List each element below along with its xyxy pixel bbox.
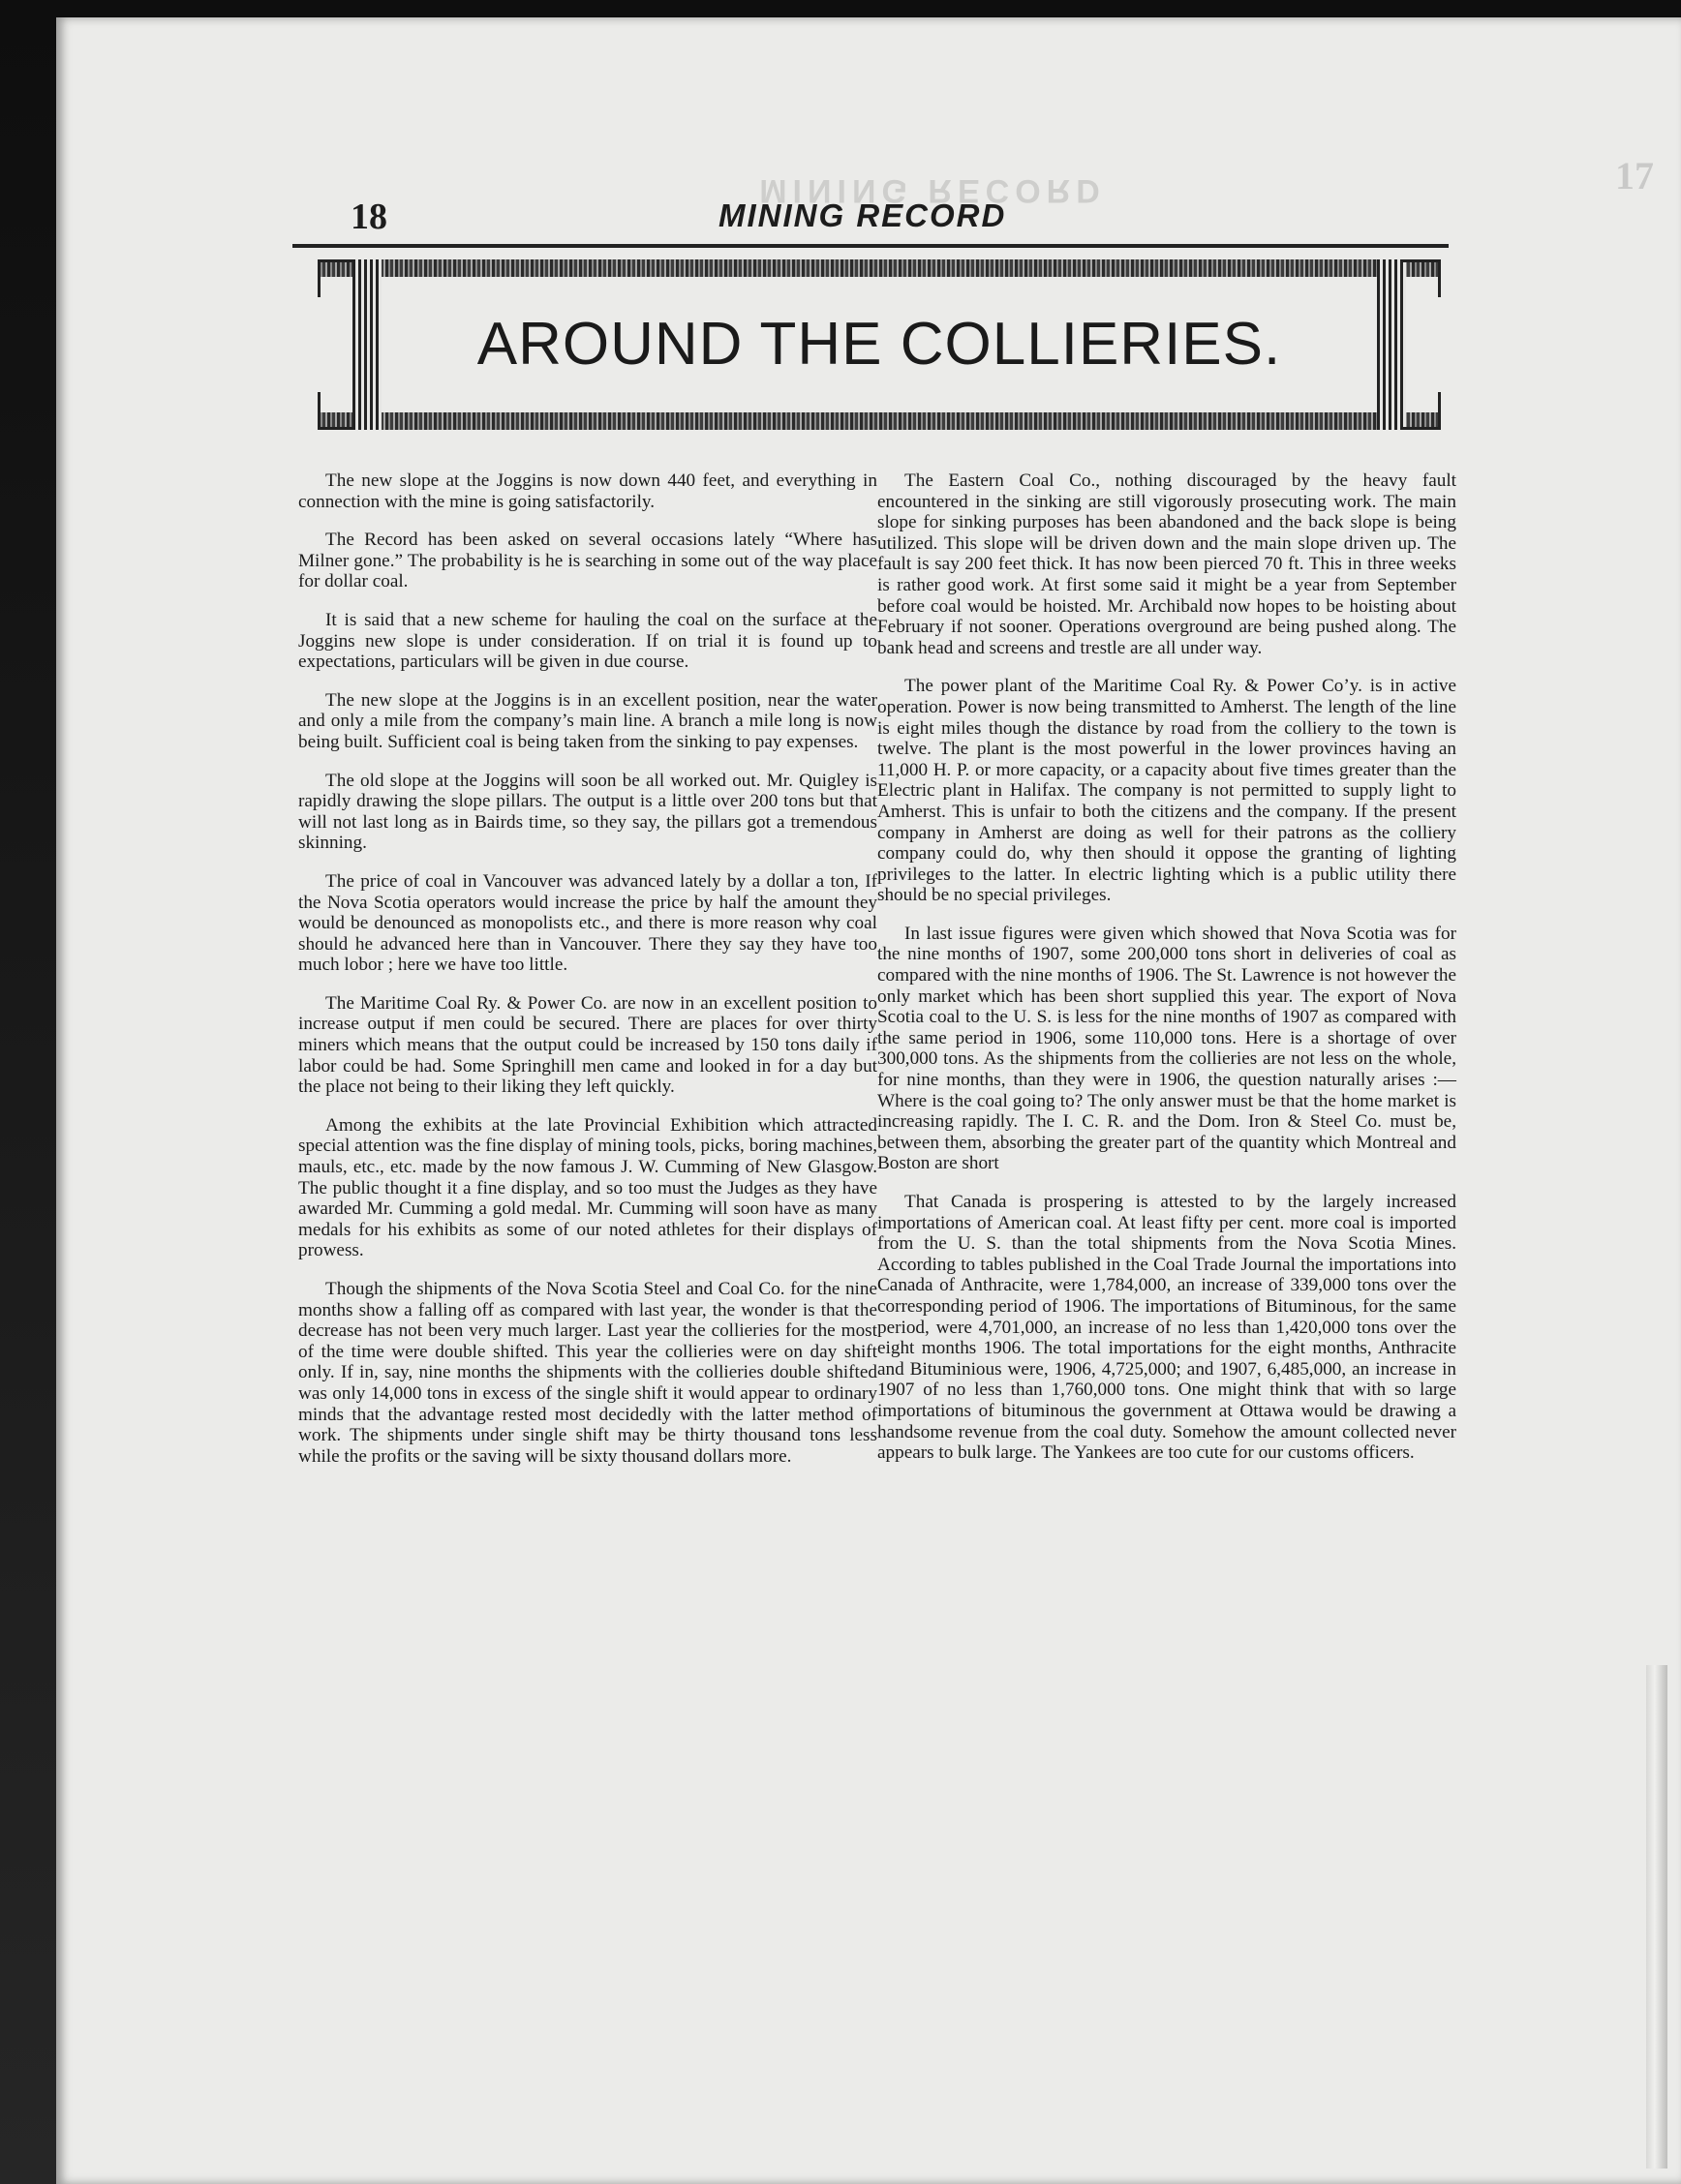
paragraph: The Eastern Coal Co., nothing discouraged by the heavy fault encountered in the sinking are still vigorously prosecuting work. The main slope for sinking purposes has been abandoned and the back slope is being utilized. This slope will be driven down and the main slope driven up. The fault is say 200 feet thick. It has now been pierced 70 ft. This in three weeks is rather good work. At first some said it might be a year from September before coal would be hoisted. Mr. Archibald now hopes to be hoisting about February if not sooner. Operations overground are being pushed along. The bank head and screens and trestle are all under way. — [877, 470, 1456, 658]
running-head — [292, 192, 1449, 244]
paragraph: Among the exhibits at the late Provincial Exhibition which attracted special attention was the fine display of mining tools, picks, boring machines, mauls, etc., etc. made by the now famous J. W. Cumming of New Glasgow. The public thought it a fine display, and so too must the Judges as they have awarded Mr. Cumming a gold medal. Mr. Cumming will soon have as many medals for his exhibits as some of our noted athletes for their displays of prowess. — [298, 1114, 877, 1261]
title-banner — [318, 259, 1441, 430]
paragraph: The old slope at the Joggins will soon be all worked out. Mr. Quigley is rapidly drawing the slope pillars. The output is a little over 200 tons but that will not last long as in Bairds time, so they say, the pillars got a tremendous skinning. — [298, 770, 877, 854]
paragraph: The new slope at the Joggins is in an excellent position, near the water and only a mile from the company’s main line. A branch a mile long is now being built. Sufficient coal is being taken from the sinking to pay expenses. — [298, 689, 877, 752]
bleed-through-page-number: 17 — [1615, 154, 1654, 197]
left-column — [298, 470, 877, 1484]
paragraph: It is said that a new scheme for hauling the coal on the surface at the Joggins new slope is under consideration. If on trial it is found up to expectations, particulars will be given in due course. — [298, 609, 877, 673]
header-rule — [292, 244, 1449, 248]
journal-title: MINING RECORD — [718, 197, 1007, 233]
banner-top-bar — [318, 259, 1441, 277]
paragraph: That Canada is prospering is attested to by the largely increased importations of American coal. At least fifty per cent. more coal is imported from the U. S. than the total shipments from the Nova Scotia Mines. According to tables published in the Coal Trade Journal the importations into Canada of Anthracite, were 1,784,000, an increase of 339,000 tons over the corresponding period of 1906. The importations of Bituminous, for the same period, were 4,701,000, an increase of no less than 1,420,000 tons over the eight months 1906. The total importations for the eight months, Anthracite and Bituminious were, 1906, 4,725,000; and 1907, 6,485,000, an increase in 1907 of no less than 1,760,000 tons. One might think that with so large importations of bituminous the government at Ottawa would be drawing a handsome revenue from the coal duty. Somehow the amount collected never appears to bulk large. The Yankees are too cute for our customs officers. — [877, 1192, 1456, 1464]
paragraph: The price of coal in Vancouver was advanced lately by a dollar a ton, If the Nova Scotia operators would increase the price by half the amount they would be denounced as monopolists etc., and there is more reason why coal should he advanced here than in Vancouver. There they say they have too much lobor ; here we have too little. — [298, 870, 877, 976]
paragraph: The power plant of the Maritime Coal Ry. & Power Co’y. is in active operation. Power is now being transmitted to Amherst. The length of the line is eight miles though the distance by road from the colliery to the town is twelve. The plant is the most powerful in the lower provinces having an 11,000 H. P. or more capacity, or a capacity about five times greater than the Electric plant in Halifax. The company is not permitted to supply light to Amherst. This is unfair to both the citizens and the company. If the present company in Amherst are doing as well for their patrons as the colliery company could do, why then should it oppose the granting of lighting privileges to the latter. In electric lighting which is a public utility there should be no special privileges. — [877, 676, 1456, 906]
banner-corner-ornament — [318, 259, 355, 297]
banner-right-post — [1377, 259, 1406, 430]
bleed-through-title: MINING RECORD — [759, 172, 1106, 209]
paragraph: In last issue figures were given which showed that Nova Scotia was for the nine months of 1907, some 200,000 tons short in deliveries of coal as compared with the nine months of 1906. The St. Lawrence is not however the only market which has been short supplied this year. The export of Nova Scotia coal to the U. S. is less for the nine months of 1907 as compared with the same period in 1906, some 110,000 tons. Here is a shortage of over 300,000 tons. As the shipments from the collieries are not less on the whole, for nine months, than they were in 1906, the question naturally arises :— Where is the coal going to? The only answer must be that the home market is increasing rapidly. The I. C. R. and the Dom. Iron & Steel Co. must be, between them, absorbing the greater part of the quantity which Montreal and Boston are short — [877, 923, 1456, 1174]
paragraph: The Record has been asked on several occasions lately “Where has Milner gone.” The probability is he is searching in some out of the way place for dollar coal. — [298, 530, 877, 592]
banner-corner-ornament — [1403, 259, 1441, 297]
paragraph: Though the shipments of the Nova Scotia Steel and Coal Co. for the nine months show a falling off as compared with last year, the wonder is that the decrease has not been very much larger. Last year the collieries for the most of the time were double shifted. This year the collieries were on day shift only. If in, say, nine months the shipments with the collieries double shifted was only 14,000 tons in excess of the single shift it would appear to ordinary minds that the advantage rested most decidedly with the latter method of work. The shipments under single shift may be thirty thousand tons less while the profits or the saving will be sixty thousand dollars more. — [298, 1279, 877, 1467]
banner-corner-ornament — [318, 392, 355, 430]
right-column — [877, 470, 1456, 1481]
page-edge — [1646, 1665, 1667, 2169]
paragraph: The new slope at the Joggins is now down 440 feet, and everything in connection with the mine is going satisfactorily. — [298, 470, 877, 512]
paragraph: The Maritime Coal Ry. & Power Co. are now in an excellent position to increase output if men could be secured. There are places for over thirty miners which means that the output could be increased by 150 tons daily if labor could be had. Some Springhill men came and looked in for a day but the place not being to their liking they left quickly. — [298, 992, 877, 1098]
banner-left-post — [352, 259, 382, 430]
article-title: AROUND THE COLLIERIES. — [476, 311, 1282, 378]
page-number: 18 — [351, 197, 387, 237]
banner-corner-ornament — [1403, 392, 1441, 430]
banner-bottom-bar — [318, 412, 1441, 430]
